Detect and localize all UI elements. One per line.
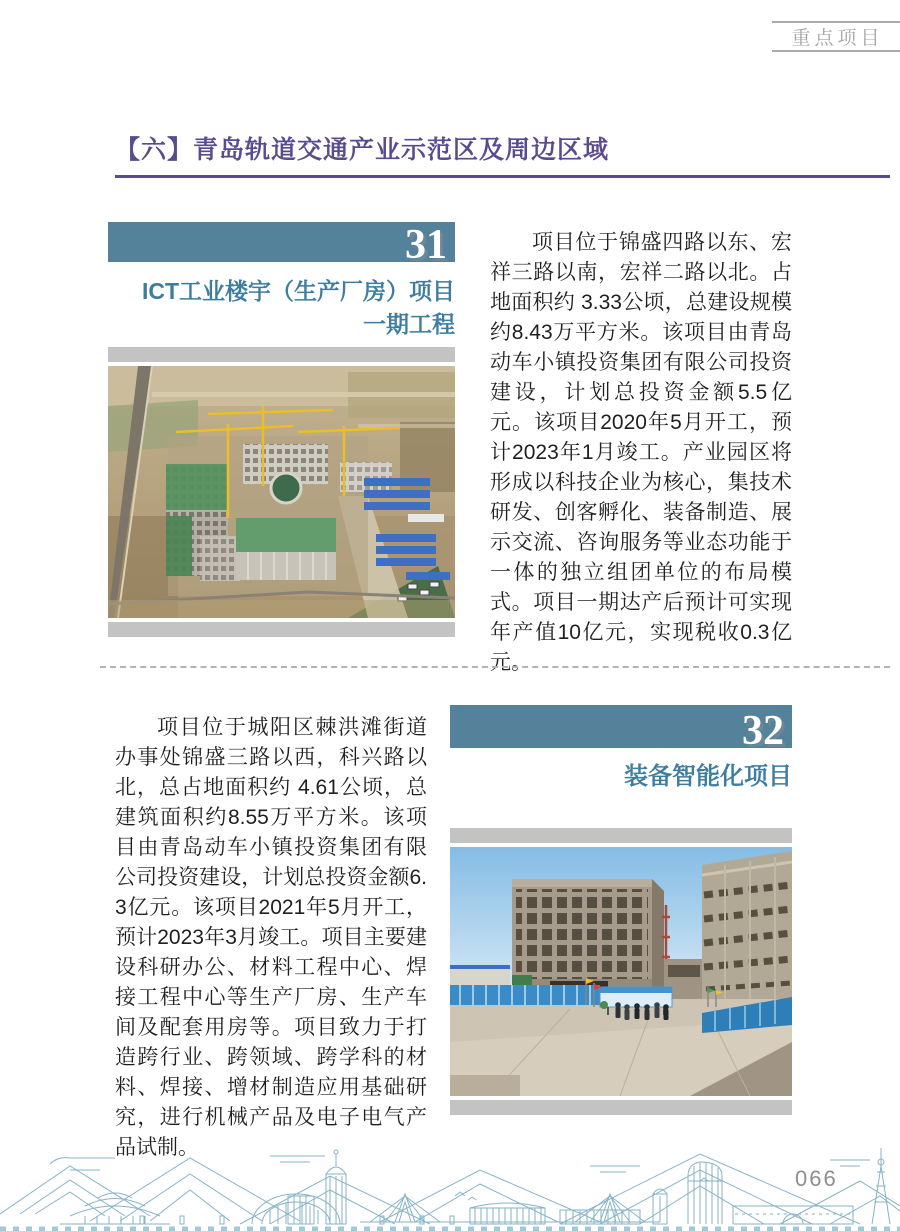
- project-32-description: 项目位于城阳区棘洪滩街道办事处锦盛三路以西，科兴路以北，总占地面积约 4.61公顷，总建筑面积约8.55万平方米。该项目由青岛动车小镇投资集团有限公司投资建设，计划总投资金额6.3亿元。该项目2021年5月开工，预计2023年3月竣工。项目主要建设科研办公、材料工程中心、焊接工程中心等生产厂房、生产车间及配套用房等。项目致力于打造跨行业、跨领域、跨学科的材料、焊接、增材制造应用基础研究，进行机械产品及电子电气产品试制。: [115, 716, 427, 1159]
- photo-top-bar: [108, 347, 455, 362]
- project-31-number: 31: [405, 222, 447, 268]
- project-31-title: ICT工业楼宇（生产厂房）项目 一期工程: [141, 278, 455, 337]
- project-32-title: 装备智能化项目: [624, 763, 792, 790]
- page-footer: [0, 1136, 900, 1231]
- section-heading-block: [115, 130, 890, 178]
- project-31-text-column: [490, 228, 792, 678]
- project-31-description: 项目位于锦盛四路以东、宏祥三路以南，宏祥二路以北。占地面积约 3.33公顷，总建设规模约8.43万平方米。该项目由青岛动车小镇投资集团有限公司投资建设，计划总投资金额5.5亿元。该项目2020年5月开工，预计2023年1月竣工。产业园区将形成以科技企业为核心，集技术研发、创客孵化、装备制造、展示交流、咨询服务等业态功能于一体的独立组团单位的布局模式。项目一期达产后预计可实现年产值10亿元，实现税收0.3亿元。: [490, 231, 792, 674]
- page-title: 【六】青岛轨道交通产业示范区及周边区域: [115, 130, 890, 178]
- photo-bottom-bar: [450, 1100, 792, 1115]
- project-31-header-column: [108, 222, 455, 637]
- photo-top-bar: [450, 828, 792, 843]
- corner-tag: [772, 21, 900, 52]
- aerial-construction-site-photo: [108, 366, 455, 618]
- project-31-photo-frame: [108, 347, 455, 637]
- section-divider: [100, 666, 890, 668]
- project-32-photo-frame: [450, 828, 792, 1115]
- project-32-number-bar: [450, 705, 792, 754]
- photo-bottom-bar: [108, 622, 455, 637]
- project-32-text-column: [115, 713, 427, 1163]
- project-32-number: 32: [742, 708, 784, 754]
- corner-tag-label: 重点项目: [791, 28, 884, 49]
- building-construction-photo: [450, 847, 792, 1096]
- city-skyline-illustration: [0, 1136, 900, 1231]
- page-number: 066: [795, 1166, 838, 1191]
- project-31-number-bar: [108, 222, 455, 268]
- project-32-header-column: [450, 705, 792, 1115]
